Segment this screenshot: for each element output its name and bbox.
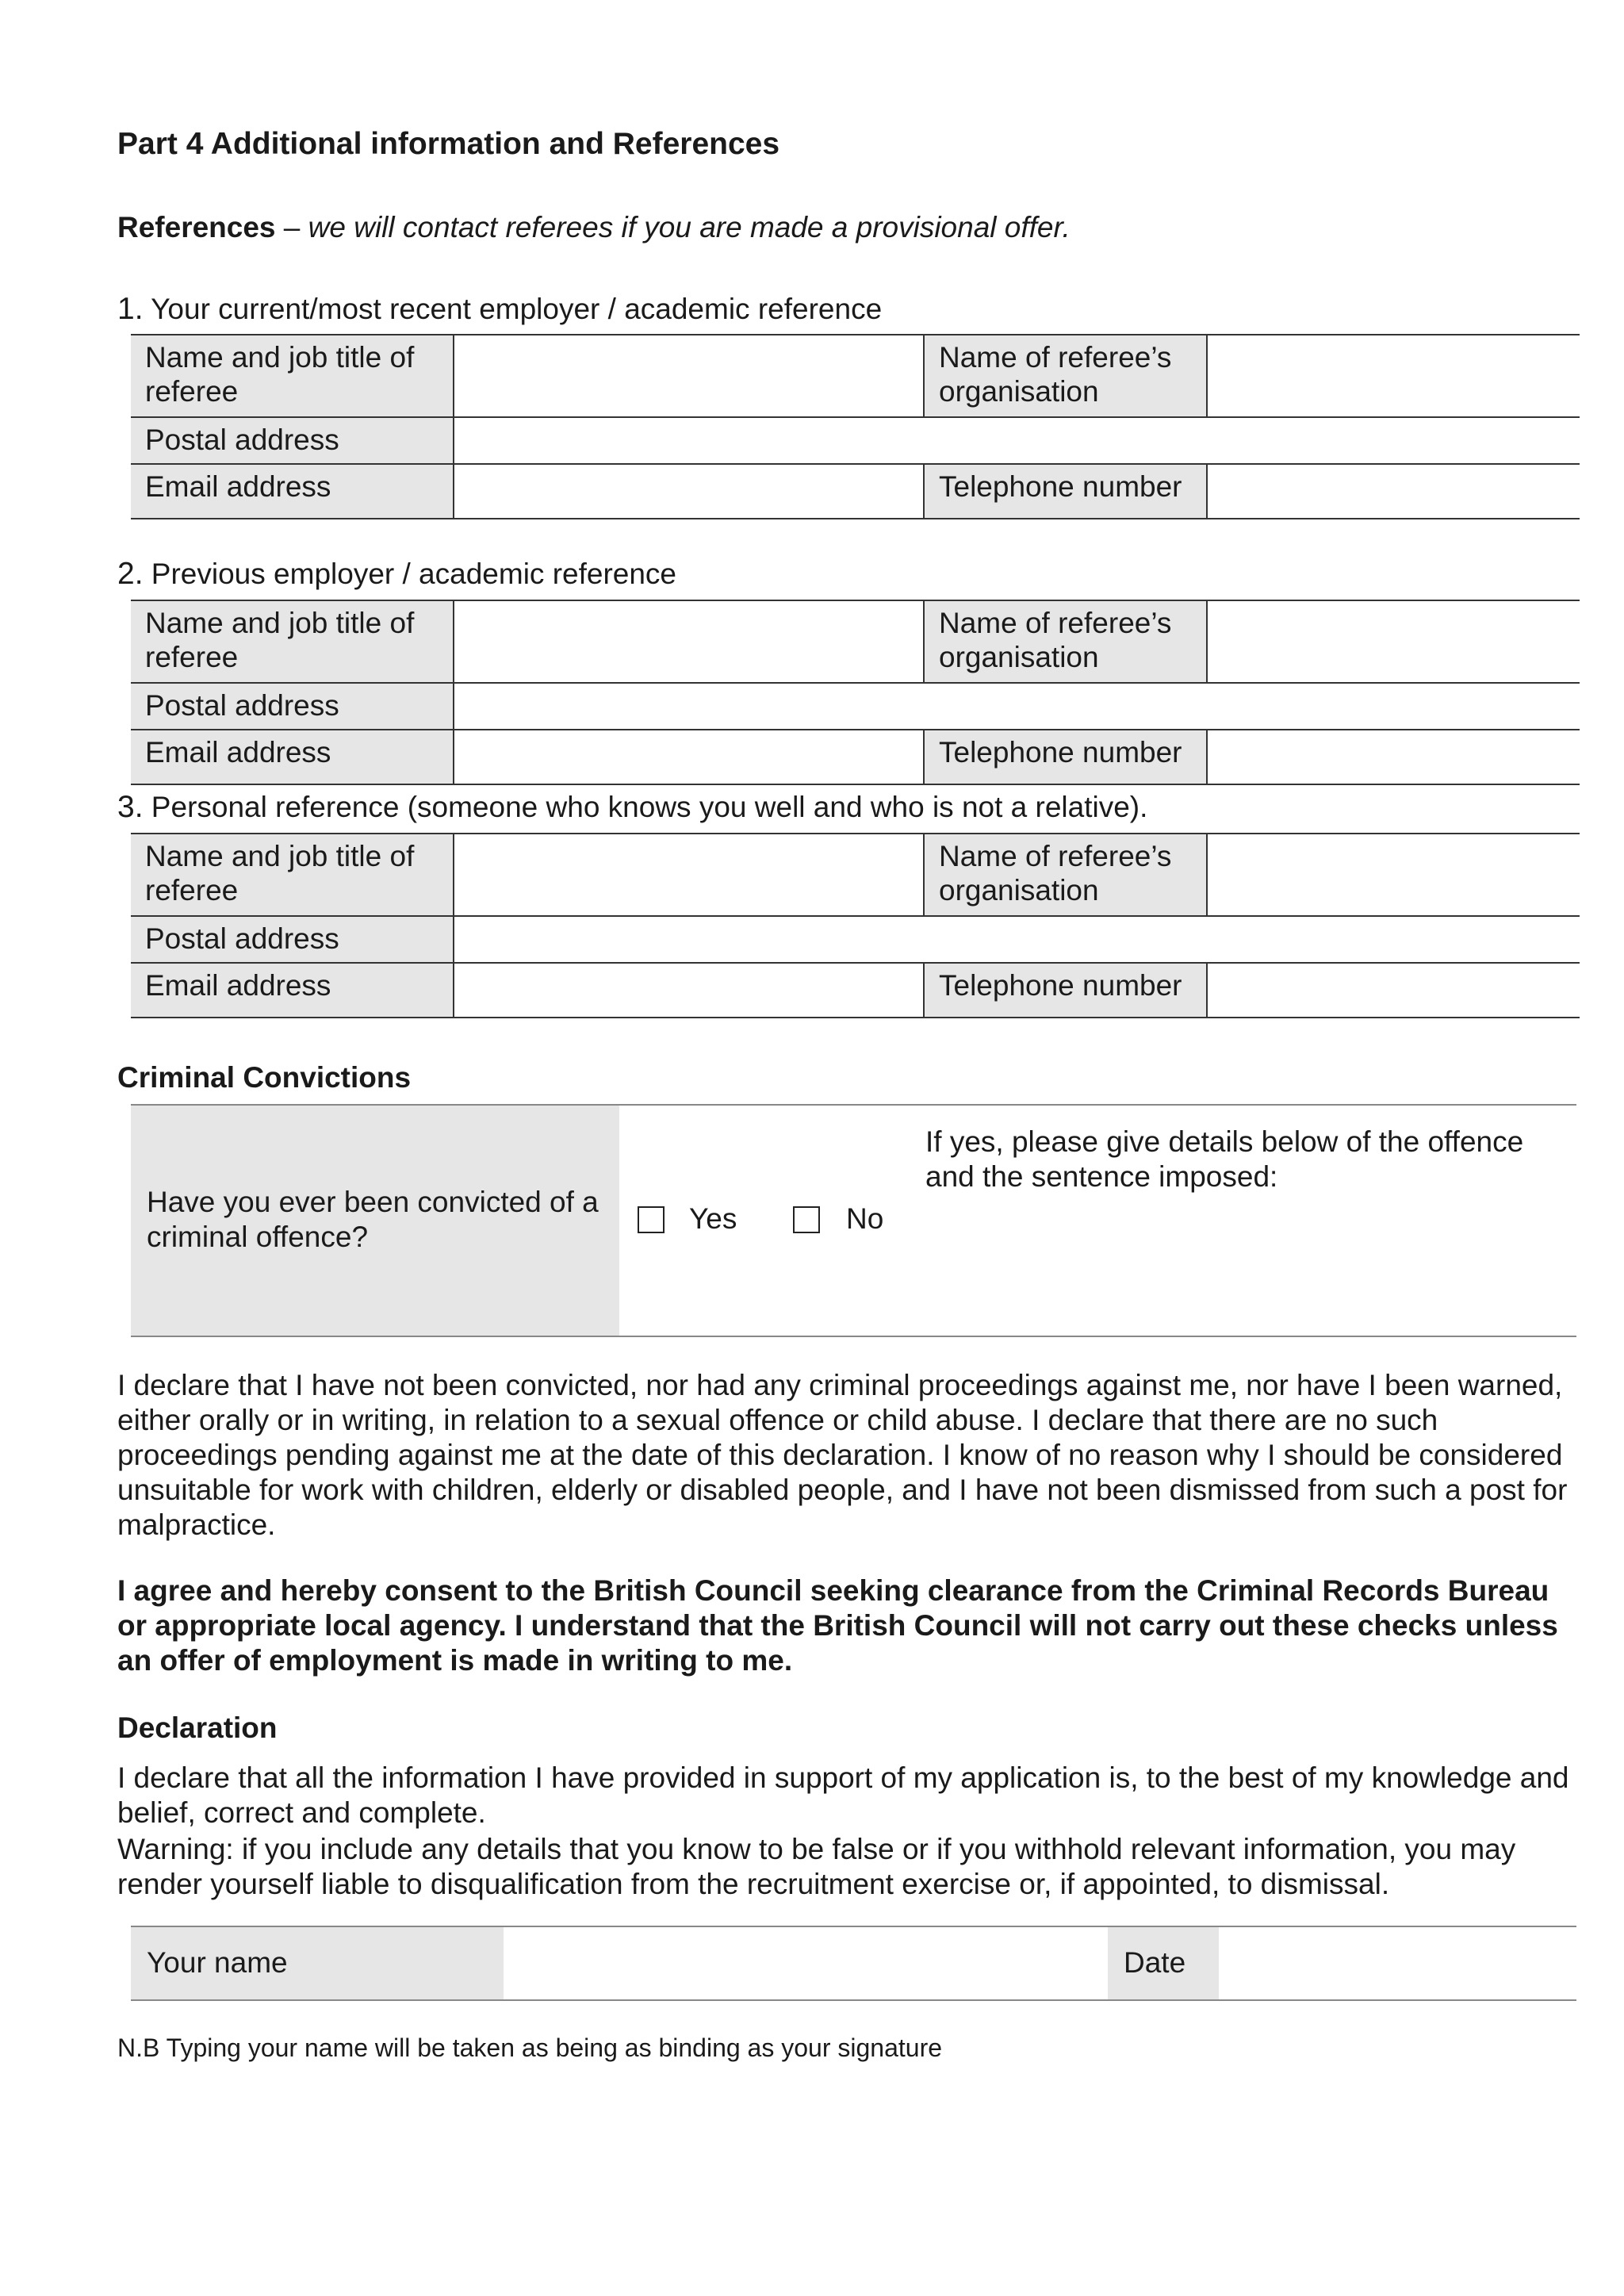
ref3-name-job-field[interactable] xyxy=(454,834,924,916)
yes-label: Yes xyxy=(689,1202,737,1235)
ref3-organisation-field[interactable] xyxy=(1207,834,1580,916)
no-checkbox[interactable] xyxy=(793,1206,820,1233)
ref2-name-job-label: Name and job title of referee xyxy=(131,600,454,683)
references-label: References xyxy=(117,211,276,243)
reference-1-title-text: Your current/most recent employer / academic reference xyxy=(143,293,883,325)
ref3-email-field[interactable] xyxy=(454,963,924,1018)
your-name-label: Your name xyxy=(147,1946,288,1979)
ref2-email-field[interactable] xyxy=(454,730,924,784)
criminal-convictions-box xyxy=(131,1104,1576,1337)
ref1-organisation-label: Name of referee’s organisation xyxy=(924,335,1207,417)
criminal-convictions-title: Criminal Convictions xyxy=(117,1061,412,1094)
page-title: Part 4 Additional information and References xyxy=(117,127,780,161)
ref2-organisation-field[interactable] xyxy=(1207,600,1580,683)
ref2-postal-field[interactable] xyxy=(454,683,1580,730)
ref1-telephone-field[interactable] xyxy=(1207,464,1580,519)
ref2-telephone-field[interactable] xyxy=(1207,730,1580,784)
ref1-email-label: Email address xyxy=(131,464,454,519)
your-name-cell xyxy=(131,1927,504,1999)
ref3-postal-field[interactable] xyxy=(454,916,1580,963)
ref2-name-job-field[interactable] xyxy=(454,600,924,683)
ref2-email-label: Email address xyxy=(131,730,454,784)
criminal-question: Have you ever been convicted of a criminal offence? xyxy=(147,1186,599,1253)
ref1-name-job-field[interactable] xyxy=(454,335,924,417)
yes-checkbox[interactable] xyxy=(638,1206,665,1233)
signature-note: N.B Typing your name will be taken as being as binding as your signature xyxy=(117,2033,943,2062)
ref2-organisation-label: Name of referee’s organisation xyxy=(924,600,1207,683)
declare-paragraph: I declare that I have not been convicted, nor had any criminal proceedings against me, nor have I been warned, either orally or in writing, in relation to a sexual offence or child abuse. I declare that there are no such proceedings pending against me at the date of this declaration. I know of no reason why I should be considered unsuitable for work with children, elderly or disabled people, and I have not been dismissed from such a post for malpractice. xyxy=(117,1369,1568,1541)
ref2-telephone-label: Telephone number xyxy=(924,730,1207,784)
reference-3-title-text: Personal reference (someone who knows you well and who is not a relative). xyxy=(143,791,1148,823)
reference-3-table xyxy=(131,833,1580,1018)
ref1-postal-field[interactable] xyxy=(454,417,1580,464)
reference-1-number: 1. xyxy=(117,292,144,326)
ref3-postal-label: Postal address xyxy=(131,916,454,963)
declaration-title: Declaration xyxy=(117,1711,278,1744)
ref3-email-label: Email address xyxy=(131,963,454,1018)
ref1-telephone-label: Telephone number xyxy=(924,464,1207,519)
ref1-name-job-label: Name and job title of referee xyxy=(131,335,454,417)
reference-1-table xyxy=(131,334,1580,519)
ref1-email-field[interactable] xyxy=(454,464,924,519)
declaration-warning: Warning: if you include any details that you know to be false or if you withhold relevant information, you may render yourself liable to disqualification from the recruitment exercise or, if appointed, to dismissal. xyxy=(117,1833,1516,1900)
ref3-telephone-field[interactable] xyxy=(1207,963,1580,1018)
ref3-organisation-label: Name of referee’s organisation xyxy=(924,834,1207,916)
date-cell xyxy=(1108,1927,1219,1999)
ref1-organisation-field[interactable] xyxy=(1207,335,1580,417)
consent-paragraph: I agree and hereby consent to the British Council seeking clearance from the Criminal Records Bureau or appropriate local agency. I understand that the British Council will not carry out these checks unless an offer of employment is made in writing to me. xyxy=(117,1574,1558,1677)
your-name-field[interactable] xyxy=(504,1927,1108,1999)
references-dash: – xyxy=(275,211,308,243)
reference-2-table xyxy=(131,600,1580,785)
reference-3-number: 3. xyxy=(117,790,144,824)
ref3-name-job-label: Name and job title of referee xyxy=(131,834,454,916)
offence-details-prompt: If yes, please give details below of the offence and the sentence imposed: xyxy=(925,1125,1524,1193)
ref3-telephone-label: Telephone number xyxy=(924,963,1207,1018)
no-label: No xyxy=(846,1202,884,1235)
ref2-postal-label: Postal address xyxy=(131,683,454,730)
date-field[interactable] xyxy=(1219,1927,1576,1999)
reference-1-title xyxy=(117,292,882,327)
references-intro xyxy=(117,211,1071,244)
references-note: we will contact referees if you are made a provisional offer. xyxy=(308,211,1071,243)
criminal-question-cell xyxy=(131,1106,619,1336)
declaration-text: I declare that all the information I have provided in support of my application is, to the best of my knowledge and belief, correct and complete. xyxy=(117,1761,1569,1829)
reference-2-title xyxy=(117,557,676,592)
reference-2-number: 2. xyxy=(117,557,144,591)
ref1-postal-label: Postal address xyxy=(131,417,454,464)
reference-3-title xyxy=(117,790,1147,825)
date-label: Date xyxy=(1124,1946,1186,1979)
signature-box xyxy=(131,1926,1576,2001)
reference-2-title-text: Previous employer / academic reference xyxy=(143,558,676,590)
